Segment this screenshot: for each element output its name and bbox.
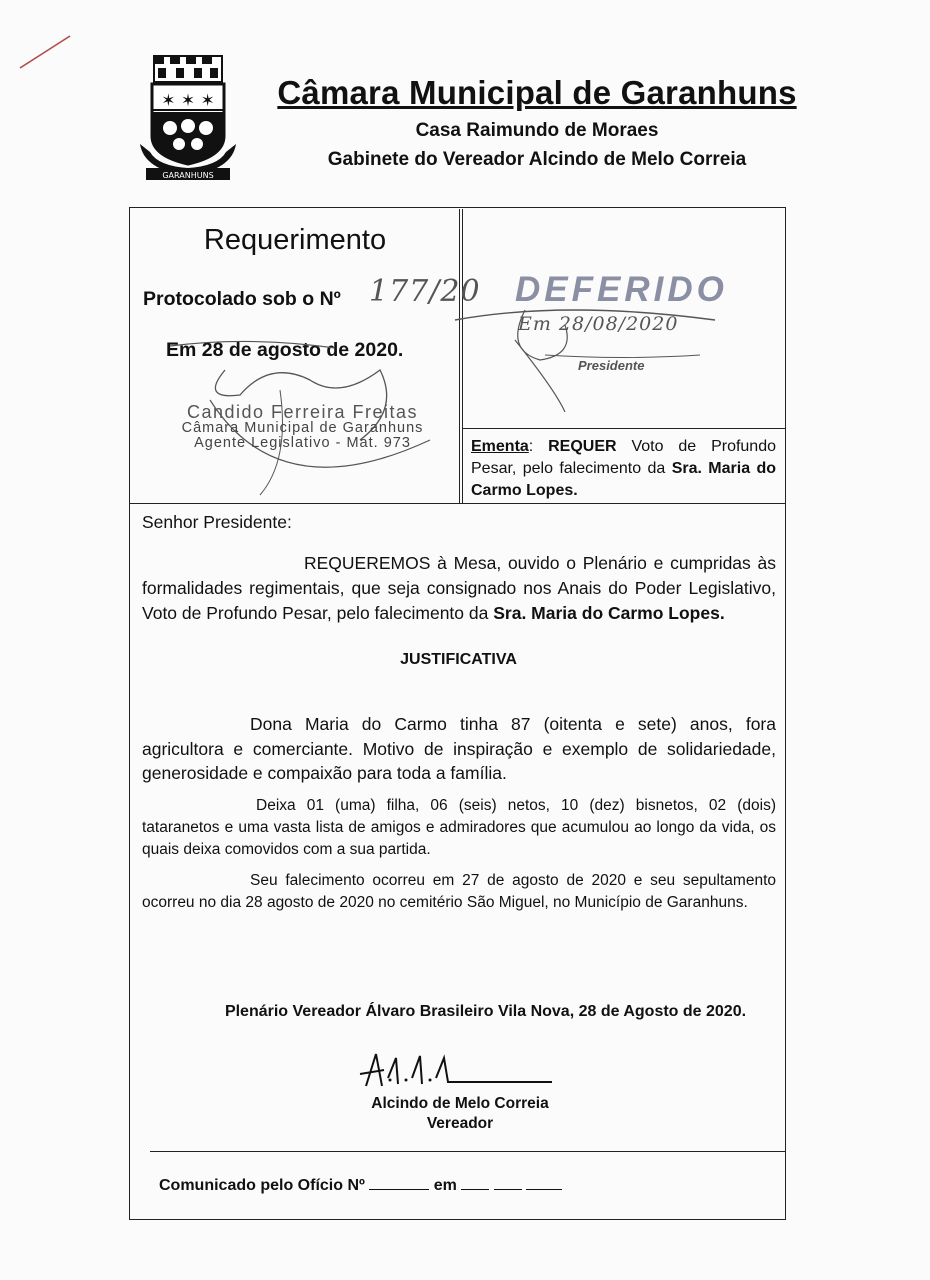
communication-line [159, 1175, 562, 1195]
salutation: Senhor Presidente: [142, 512, 292, 532]
stamp-role: Agente Legislativo - Mat. 973 [194, 435, 411, 451]
svg-text:GARANHUNS: GARANHUNS [162, 171, 214, 180]
year-blank [526, 1175, 562, 1190]
ementa-block: Ementa: REQUER Voto de Profundo Pesar, pelo falecimento da Sra. Maria do Carmo Lopes. [471, 438, 776, 499]
signer-role: Vereador [426, 1115, 494, 1132]
request-paragraph-text: REQUEREMOS à Mesa, ouvido o Plenário e cumpridas às formalidades regimentais, que seja consignado nos Anais do Poder Legislativo, Voto de Profundo Pesar, pelo falecimento da [142, 553, 776, 623]
approval-stamp: DEFERIDO [515, 270, 728, 309]
place-and-date: Plenário Vereador Álvaro Brasileiro Vila Nova, 28 de Agosto de 2020. [224, 1003, 747, 1020]
office-number-blank [369, 1175, 429, 1190]
stamp-institution: Câmara Municipal de Garanhuns [181, 420, 424, 436]
svg-text:✶ ✶ ✶: ✶ ✶ ✶ [161, 91, 215, 111]
house-name: Casa Raimundo de Moraes [415, 120, 659, 141]
justification-heading: JUSTIFICATIVA [400, 651, 517, 668]
ementa-divider [462, 428, 785, 429]
protocol-label: Protocolado sob o Nº [143, 288, 341, 310]
month-blank [494, 1175, 522, 1190]
protocol-date: Em 28 de agosto de 2020. [166, 339, 404, 361]
em-label: em [433, 1177, 457, 1194]
approval-signer: Presidente [578, 358, 645, 373]
communicated-label: Comunicado pelo Ofício Nº [159, 1177, 365, 1194]
stamp-name: Candido Ferreira Freitas [186, 402, 419, 422]
document-title: Requerimento [203, 224, 387, 256]
ementa-text: Voto de Profundo Pesar, pelo falecimento da [471, 438, 776, 477]
approval-date-handwritten: Em 28/08/2020 [518, 313, 679, 335]
justification-paragraph-1: Dona Maria do Carmo tinha 87 (oitenta e sete) anos, fora agricultora e comerciante. Motivo de inspiração e exemplo de solidariedade, generosidade e compaixão para toda a família. [142, 714, 776, 783]
request-paragraph-name: Sra. Maria do Carmo Lopes. [493, 603, 725, 623]
ementa-label: Ementa [471, 438, 529, 455]
office-name: Gabinete do Vereador Alcindo de Melo Correia [327, 149, 747, 170]
ementa-verb: REQUER [548, 438, 617, 455]
request-paragraph [142, 551, 776, 626]
councilor-signature [352, 1048, 562, 1096]
municipal-coat-of-arms-icon [138, 52, 238, 184]
justification-paragraph-3: Seu falecimento ocorreu em 27 de agosto de 2020 e seu sepultamento ocorreu no dia 28 agosto de 2020 no cemitério São Miguel, no Município de Garanhuns. [142, 872, 776, 911]
footer-divider [150, 1151, 786, 1152]
ementa-deceased-name: Sra. Maria do Carmo Lopes. [471, 460, 776, 499]
day-blank [461, 1175, 489, 1190]
pen-stroke-mark [18, 34, 73, 70]
justification-paragraph-2: Deixa 01 (uma) filha, 06 (seis) netos, 10 (dez) bisnetos, 02 (dois) tataranetos e uma vasta lista de amigos e admiradores que acumulou ao longo da vida, os quais deixa comovidos com a sua partida. [142, 797, 776, 858]
signer-name: Alcindo de Melo Correia [371, 1095, 549, 1112]
institution-title: Câmara Municipal de Garanhuns [277, 74, 797, 111]
protocol-number-handwritten: 177/20 [369, 274, 481, 309]
